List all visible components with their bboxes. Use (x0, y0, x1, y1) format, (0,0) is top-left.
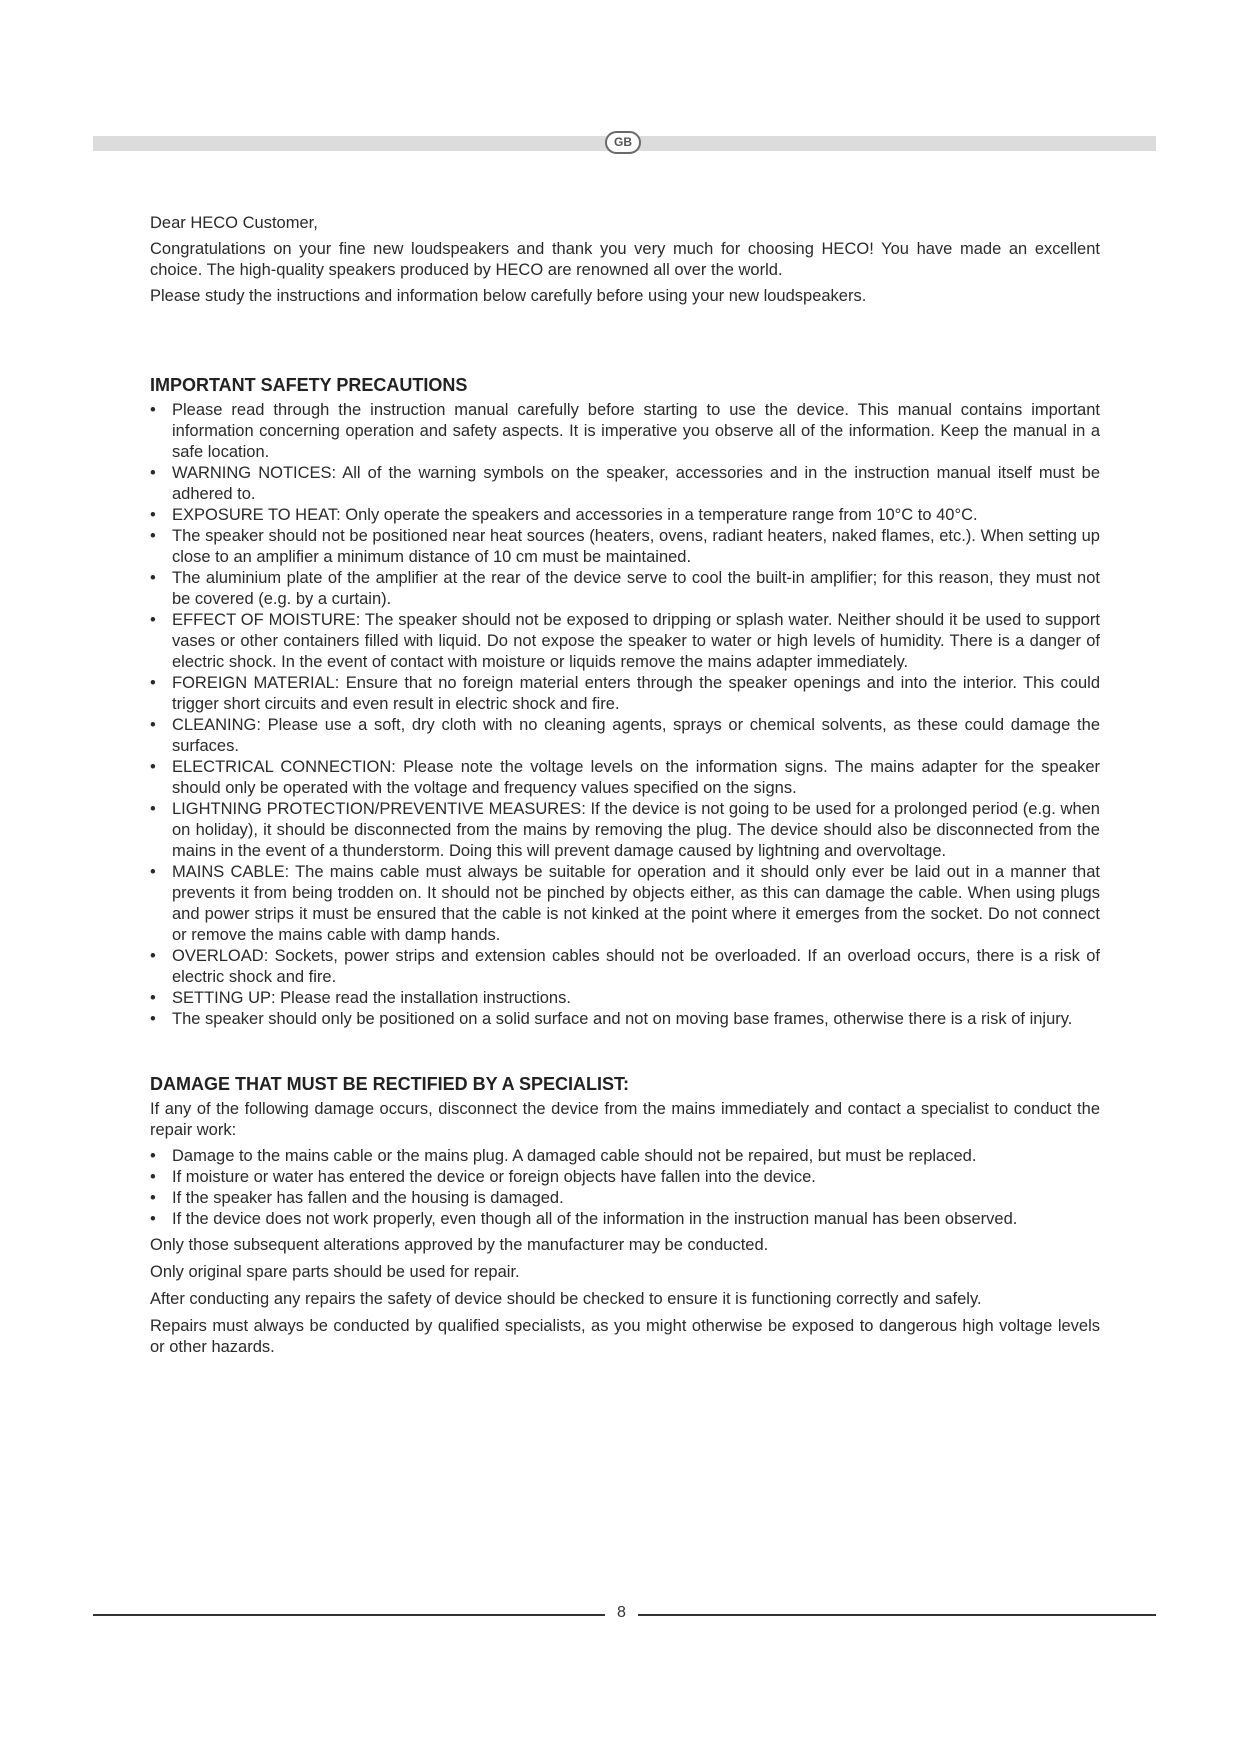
damage-note: Only original spare parts should be used for repair. (150, 1263, 520, 1281)
safety-item: • The speaker should only be positioned on a solid surface and not on moving base frames, otherwise there is a risk of injury. (150, 1009, 1100, 1030)
safety-item: • The speaker should not be positioned near heat sources (heaters, ovens, radiant heaters, naked flames, etc.). When setting up close to an amplifier a minimum distance of 10 cm must be maintained. (150, 526, 1100, 568)
safety-list (150, 400, 1100, 1030)
safety-item: • OVERLOAD: Sockets, power strips and extension cables should not be overloaded. If an overload occurs, there is a risk of electric shock and fire. (150, 946, 1100, 988)
damage-heading: DAMAGE THAT MUST BE RECTIFIED BY A SPECIALIST: (150, 1074, 630, 1094)
safety-item: • MAINS CABLE: The mains cable must always be suitable for operation and it should only ever be laid out in a manner that prevents it from being trodden on. It should not be pinched by objects either, as this can damage the cable. When using plugs and power strips it must be ensured that the cable is not kinked at the point where it emerges from the socket. Do not connect or remove the mains cable with damp hands. (150, 862, 1100, 946)
safety-item: • Please read through the instruction manual carefully before starting to use the device. This manual contains important information concerning operation and safety aspects. It is imperative you observe all of the information. Keep the manual in a safe location. (150, 400, 1100, 463)
page-number: 8 (617, 1604, 626, 1621)
footer-rule-left (93, 1614, 605, 1616)
safety-item: • The aluminium plate of the amplifier at the rear of the device serve to cool the built-in amplifier; for this reason, they must not be covered (e.g. by a curtain). (150, 568, 1100, 610)
safety-item: • EFFECT OF MOISTURE: The speaker should not be exposed to dripping or splash water. Neither should it be used to support vases or other containers filled with liquid. Do not expose the speaker to water or high levels of humidity. There is a danger of electric shock. In the event of contact with moisture or liquids remove the mains adapter immediately. (150, 610, 1100, 673)
safety-item: • ELECTRICAL CONNECTION: Please note the voltage levels on the information signs. The mains adapter for the speaker should only be operated with the voltage and frequency values specified on the signs. (150, 757, 1100, 799)
intro-paragraph-1: Congratulations on your fine new loudspeakers and thank you very much for choosing HECO! You have made an excellent choice. The high-quality speakers produced by HECO are renowned all over the world. (150, 240, 1100, 279)
damage-note: Repairs must always be conducted by qualified specialists, as you might otherwise be exposed to dangerous high voltage levels or other hazards. (150, 1317, 1100, 1356)
damage-intro: If any of the following damage occurs, disconnect the device from the mains immediately and contact a specialist to conduct the repair work: (150, 1100, 1100, 1139)
language-badge: GB (605, 131, 641, 154)
safety-item: • LIGHTNING PROTECTION/PREVENTIVE MEASURES: If the device is not going to be used for a prolonged period (e.g. when on holiday), it should be disconnected from the mains by removing the plug. The device should also be disconnected from the mains in the event of a thunderstorm. Doing this will prevent damage caused by lightning and overvoltage. (150, 799, 1100, 862)
salutation: Dear HECO Customer, (150, 214, 318, 232)
page-content (150, 213, 1100, 1363)
safety-heading: IMPORTANT SAFETY PRECAUTIONS (150, 375, 468, 395)
damage-list (150, 1146, 1100, 1230)
damage-note: Only those subsequent alterations approved by the manufacturer may be conducted. (150, 1236, 769, 1254)
safety-item: • CLEANING: Please use a soft, dry cloth with no cleaning agents, sprays or chemical solvents, as these could damage the surfaces. (150, 715, 1100, 757)
footer-rule-right (638, 1614, 1156, 1616)
damage-item: • If moisture or water has entered the device or foreign objects have fallen into the device. (150, 1167, 1100, 1188)
safety-item: • SETTING UP: Please read the installation instructions. (150, 988, 1100, 1009)
safety-item: • FOREIGN MATERIAL: Ensure that no foreign material enters through the speaker openings and into the interior. This could trigger short circuits and even result in electric shock and fire. (150, 673, 1100, 715)
damage-note: After conducting any repairs the safety of device should be checked to ensure it is functioning correctly and safely. (150, 1290, 982, 1308)
safety-item: • EXPOSURE TO HEAT: Only operate the speakers and accessories in a temperature range from 10°C to 40°C. (150, 505, 1100, 526)
damage-item: • Damage to the mains cable or the mains plug. A damaged cable should not be repaired, but must be replaced. (150, 1146, 1100, 1167)
safety-item: • WARNING NOTICES: All of the warning symbols on the speaker, accessories and in the instruction manual itself must be adhered to. (150, 463, 1100, 505)
damage-item: • If the device does not work properly, even though all of the information in the instruction manual has been observed. (150, 1209, 1100, 1230)
damage-item: • If the speaker has fallen and the housing is damaged. (150, 1188, 1100, 1209)
intro-paragraph-2: Please study the instructions and information below carefully before using your new loudspeakers. (150, 287, 867, 305)
